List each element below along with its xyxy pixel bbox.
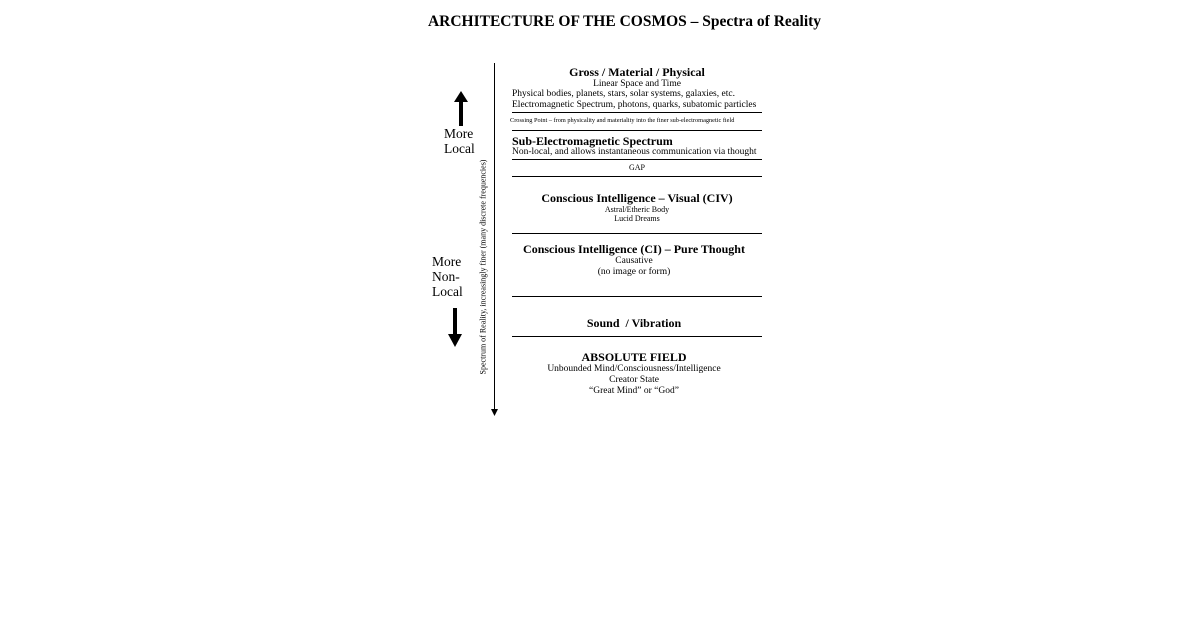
gross-line3: Electromagnetic Spectrum, photons, quarks, subatomic particles [512,100,757,110]
crossing-point-text: Crossing Point – from physicality and materiality into the finer sub-electromagnetic field [510,117,735,124]
civ-line2: Lucid Dreams [614,214,660,223]
divider [512,233,762,234]
civ-heading: Conscious Intelligence – Visual (CIV) [541,191,733,205]
divider [512,112,762,113]
sound-heading: Sound / Vibration [586,316,682,330]
spectrum-axis [488,60,502,420]
divider [512,336,762,337]
civ-line1: Astral/Etheric Body [604,205,670,214]
sub-em-heading: Sub-Electromagnetic Spectrum [512,134,673,148]
ci-line2: (no image or form) [597,267,671,277]
gross-section [512,65,762,90]
divider [512,130,762,131]
sub-em-line1: Non-local, and allows instantaneous communication via thought [512,147,757,157]
divider [512,159,762,160]
absolute-heading: ABSOLUTE FIELD [581,350,687,364]
civ-section [512,191,762,223]
arrow-up-icon [452,90,470,128]
ci-section [509,242,759,278]
gap-label: GAP [628,163,645,172]
arrow-down-icon [446,307,464,349]
gross-line1: Linear Space and Time [593,79,681,89]
ci-line1: Causative [615,256,653,266]
page-title: ARCHITECTURE OF THE COSMOS – Spectra of Reality [427,13,822,30]
gross-line2: Physical bodies, planets, stars, solar systems, galaxies, etc. [512,89,735,99]
gross-heading: Gross / Material / Physical [569,65,705,79]
absolute-line3: “Great Mind” or “God” [589,386,679,396]
ci-heading: Conscious Intelligence (CI) – Pure Thought [523,242,745,256]
more-local-label: More Local [444,126,475,156]
divider [512,176,762,177]
absolute-line2: Creator State [609,375,659,385]
absolute-field-section [509,350,759,397]
more-non-local-label: More Non- Local [432,254,463,299]
absolute-line1: Unbounded Mind/Consciousness/Intelligence [547,364,721,374]
divider [512,296,762,297]
spectrum-axis-label: Spectrum of Reality, increasingly finer (many discrete frequencies) [478,159,488,375]
